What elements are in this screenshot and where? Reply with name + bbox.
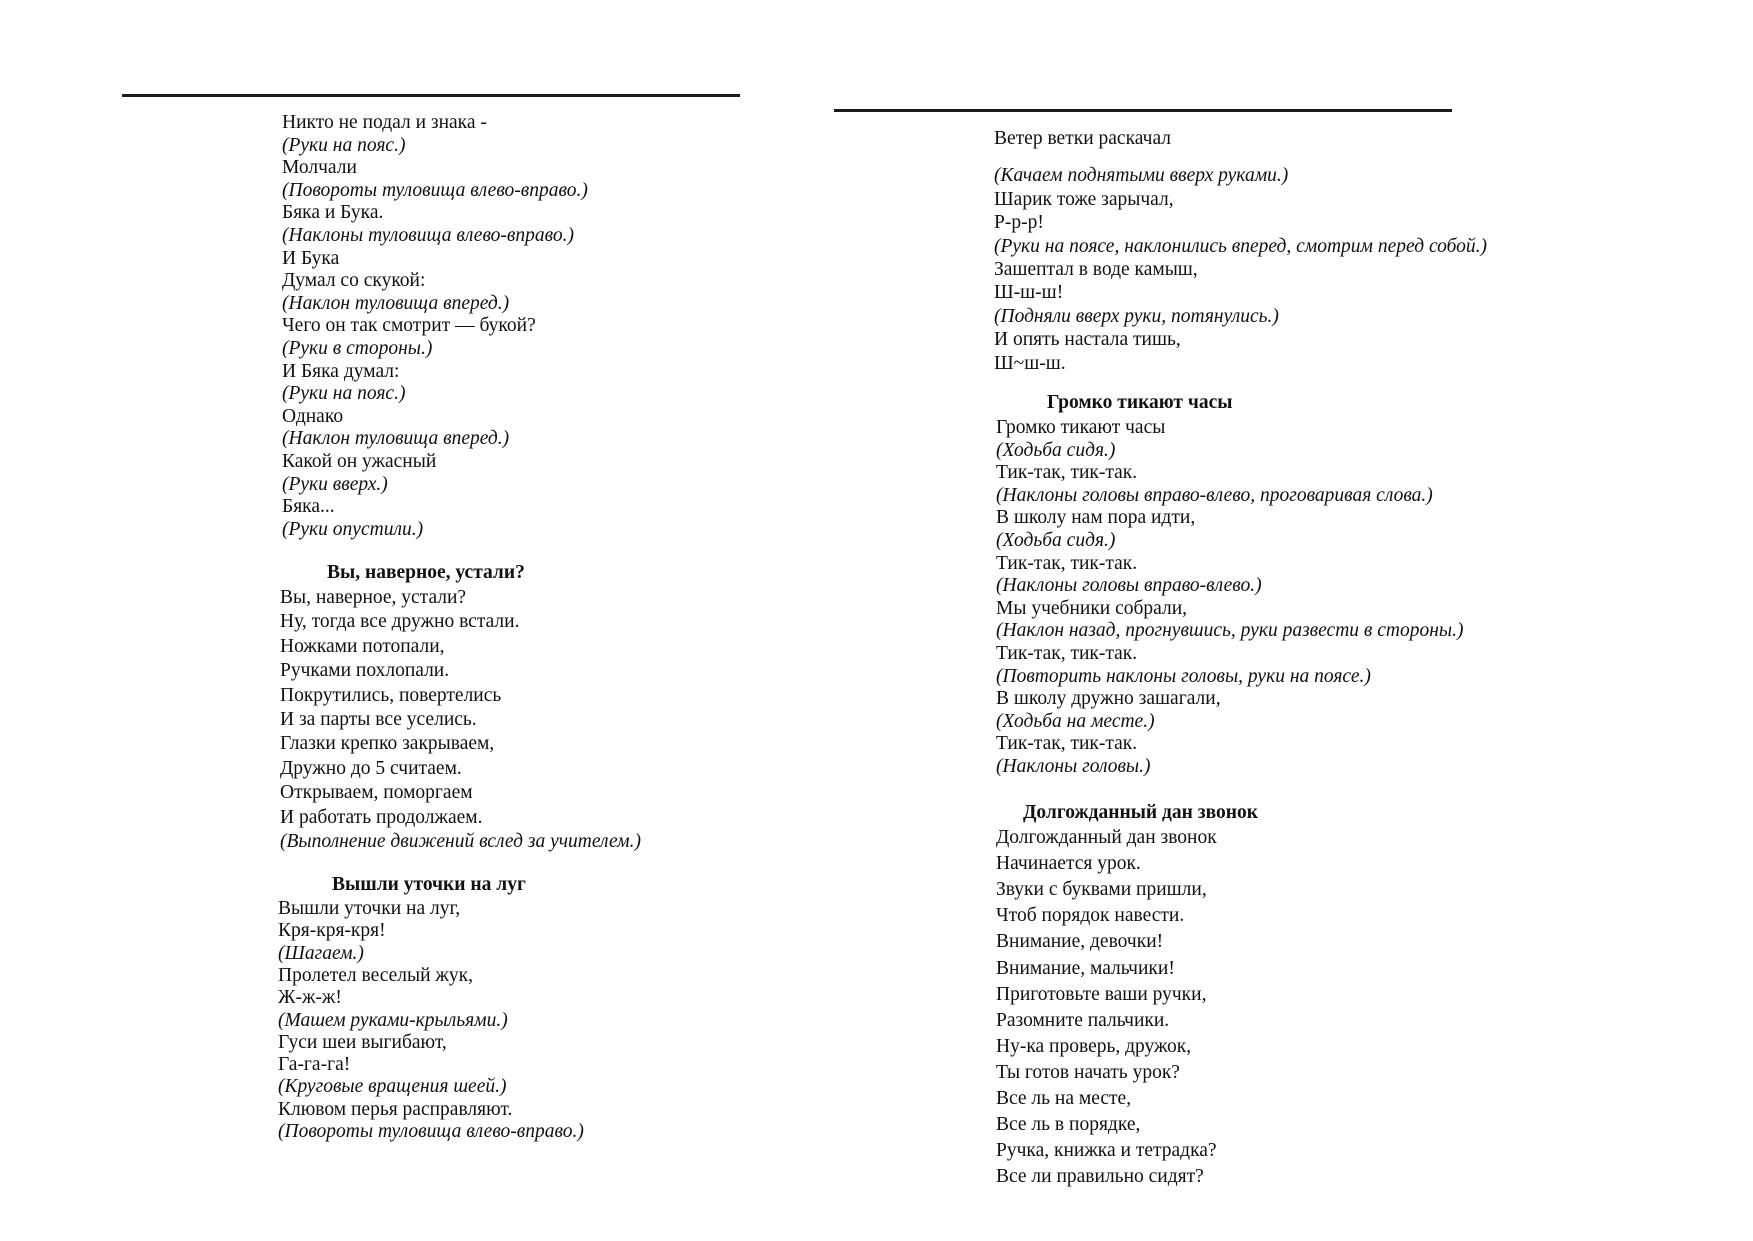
poem-line: Дружно до 5 считаем.	[280, 757, 462, 779]
movement-cue-line: (Повороты туловища влево-вправо.)	[278, 1121, 584, 1142]
poem-line: Ж-ж-ж!	[278, 987, 342, 1009]
poem-line: Приготовьте ваши ручки,	[996, 983, 1207, 1005]
poem-line: Никто не подал и знака -	[282, 112, 487, 133]
movement-cue-line: (Руки на пояс.)	[282, 134, 406, 156]
poem-line: Все ли правильно сидят?	[996, 1166, 1204, 1188]
poem-line: Ручками похлопали.	[280, 660, 450, 682]
poem-line: Зашептал в воде камыш,	[994, 259, 1198, 280]
poem-line: Долгожданный дан звонок	[996, 827, 1217, 848]
movement-cue-line: (Руки в стороны.)	[282, 338, 433, 359]
poem-line: Ш-ш-ш!	[994, 282, 1064, 304]
poem-line: И опять настала тишь,	[994, 329, 1181, 351]
poem-line: И работать продолжаем.	[280, 806, 483, 828]
poem-line: Внимание, девочки!	[996, 931, 1164, 953]
movement-cue-line: (Наклон назад, прогнувшись, руки развести в стороны.)	[996, 620, 1464, 642]
movement-cue-line: (Ходьба сидя.)	[996, 530, 1116, 551]
section-heading: Громко тикают часы	[1047, 392, 1233, 413]
left-page-top-rule	[122, 94, 740, 97]
poem-line: Тик-так, тик-так.	[996, 462, 1138, 484]
movement-cue-line: (Руки вверх.)	[282, 473, 388, 495]
poem-line: Пролетел веселый жук,	[278, 964, 473, 986]
section-heading: Долгожданный дан звонок	[1023, 802, 1258, 823]
poem-line: Молчали	[282, 157, 357, 179]
movement-cue-line: (Руки на пояс.)	[282, 383, 406, 405]
movement-cue-line: (Руки на поясе, наклонились вперед, смотрим перед собой.)	[994, 235, 1488, 257]
poem-line: Тик-так, тик-так.	[996, 643, 1138, 664]
poem-line: Вы, наверное, устали?	[280, 587, 467, 608]
movement-cue-line: (Круговые вращения шеей.)	[278, 1076, 507, 1098]
movement-cue-line: (Выполнение движений вслед за учителем.)	[280, 831, 641, 852]
movement-cue-line: (Повторить наклоны головы, руки на поясе.)	[996, 665, 1371, 687]
movement-cue-line: (Шагаем.)	[278, 942, 364, 964]
poem-line: Ш~ш-ш.	[994, 352, 1066, 374]
movement-cue-line: (Наклоны головы.)	[996, 756, 1151, 777]
movement-cue-line: (Руки опустили.)	[282, 518, 424, 540]
poem-line: Чего он так смотрит — букой?	[282, 315, 536, 337]
poem-line: Р-р-р!	[994, 212, 1044, 234]
poem-line: Ножками потопали,	[280, 635, 445, 657]
poem-line: Ветер ветки раскачал	[994, 128, 1171, 149]
poem-line: Ты готов начать урок?	[996, 1061, 1180, 1083]
poem-line: Начинается урок.	[996, 853, 1141, 875]
poem-line: Вышли уточки на луг,	[278, 898, 461, 919]
movement-cue-line: (Ходьба на месте.)	[996, 710, 1155, 732]
poem-line: Ну, тогда все дружно встали.	[280, 611, 520, 633]
poem-line: Тик-так, тик-так.	[996, 552, 1138, 574]
movement-cue-line: (Наклон туловища вперед.)	[282, 428, 510, 450]
poem-line: И за парты все уселись.	[280, 709, 477, 730]
movement-cue-line: (Наклон туловища вперед.)	[282, 292, 510, 314]
section-heading: Вы, наверное, устали?	[327, 562, 525, 583]
right-page-top-rule	[834, 109, 1452, 112]
poem-line: Думал со скукой:	[282, 270, 426, 292]
poem-line: Разомните пальчики.	[996, 1009, 1170, 1031]
poem-line: Внимание, мальчики!	[996, 957, 1175, 979]
movement-cue-line: (Машем руками-крыльями.)	[278, 1009, 508, 1031]
poem-line: Однако	[282, 405, 344, 427]
poem-line: Клювом перья расправляют.	[278, 1098, 513, 1120]
movement-cue-line: (Наклоны головы вправо-влево.)	[996, 575, 1262, 597]
poem-line: Громко тикают часы	[996, 417, 1166, 438]
poem-line: Звуки с буквами пришли,	[996, 879, 1207, 901]
poem-line: И Бяка думал:	[282, 360, 400, 382]
poem-line: В школу дружно зашагали,	[996, 688, 1221, 710]
movement-cue-line: (Наклоны головы вправо-влево, проговаривая слова.)	[996, 484, 1433, 506]
poem-line: И Бука	[282, 247, 340, 269]
poem-line: Глазки крепко закрываем,	[280, 733, 495, 755]
movement-cue-line: (Подняли вверх руки, потянулись.)	[994, 305, 1279, 327]
poem-line: Бяка...	[282, 496, 335, 518]
poem-line: Ну-ка проверь, дружок,	[996, 1035, 1192, 1057]
poem-line: Ручка, книжка и тетрадка?	[996, 1140, 1217, 1162]
poem-line: Открываем, поморгаем	[280, 782, 473, 804]
poem-line: Все ль на месте,	[996, 1088, 1132, 1109]
movement-cue-line: (Ходьба сидя.)	[996, 439, 1116, 461]
poem-line: Все ль в порядке,	[996, 1114, 1141, 1136]
poem-line: Бяка и Бука.	[282, 202, 384, 224]
movement-cue-line: (Наклоны туловища влево-вправо.)	[282, 225, 574, 246]
poem-line: В школу нам пора идти,	[996, 507, 1196, 529]
section-heading: Вышли уточки на луг	[332, 874, 526, 895]
movement-cue-line: (Качаем поднятыми вверх руками.)	[994, 165, 1289, 187]
poem-line: Га-га-га!	[278, 1054, 351, 1076]
poem-line: Покрутились, повертелись	[280, 684, 502, 706]
movement-cue-line: (Повороты туловища влево-вправо.)	[282, 179, 588, 201]
poem-line: Гуси шеи выгибают,	[278, 1031, 447, 1053]
poem-line: Шарик тоже зарычал,	[994, 188, 1174, 210]
poem-line: Кря-кря-кря!	[278, 920, 386, 942]
poem-line: Какой он ужасный	[282, 451, 437, 472]
poem-line: Мы учебники собрали,	[996, 597, 1188, 619]
poem-line: Тик-так, тик-так.	[996, 733, 1138, 755]
poem-line: Чтоб порядок навести.	[996, 905, 1185, 927]
